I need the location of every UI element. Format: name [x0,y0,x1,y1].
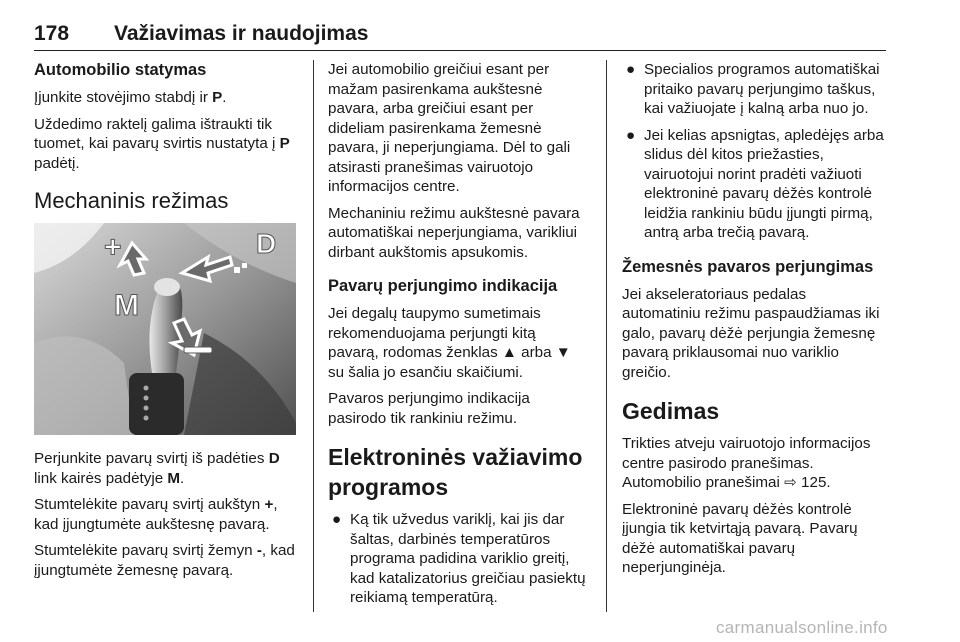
plus-label: + [104,231,122,264]
d-label: D [256,228,277,259]
heading-kickdown: Žemesnės pavaros perjungimas [622,257,874,276]
paragraph: Perjunkite pavarų svirtį iš padėties D link kairės padėtyje M. [34,450,280,487]
program-list [622,60,888,243]
m-label: M [114,289,139,322]
paragraph: Mechaniniu režimu aukštesnė pavara automatiškai neperjungiama, varikliui dirbant aukštomis apsukomis. [328,204,580,261]
gear-lever-illustration [34,223,296,435]
list-item: ● Specialios programos automatiškai pritaiko pavarų perjungimo taškus, kai važiuojate į kalną arba nuo jo. [626,61,880,117]
program-list [328,510,590,608]
heading-electronic-programs: Elektroninės važiavimo programos [328,444,583,500]
paragraph: Elektroninė pavarų dėžės kontrolė įjungia tik ketvirtąją pavarą. Pavarų dėžė automatiškai pavarų neperjunginėja. [622,500,858,576]
watermark: carmanualsonline.info [716,618,888,637]
bullet-icon: ● [626,126,636,144]
list-item: ● Ką tik užvedus variklį, kai jis dar šaltas, darbinės temperatūros programa padidina variklio greitį, kad katalizatorius greičiau pasiektų reikiamą temperatūrą. [332,511,586,606]
page-number: 178 [34,22,70,45]
column-1 [34,60,300,587]
heading-faults: Gedimas [622,398,720,424]
bullet-icon: ● [332,511,342,528]
column-divider [606,60,607,612]
page-header [34,20,886,51]
bullet-icon: ● [626,61,636,78]
paragraph: Jei degalų taupymo sumetimais rekomenduojama perjungti kitą pavarą, rodomas ženklas ▲ arba ▼ su šalia jo esančiu skaičiumi. [328,305,571,381]
paragraph: Stumtelėkite pavarų svirtį žemyn -, kad įjungtumėte žemesnę pavarą. [34,542,295,579]
heading-manual-mode: Mechaninis režimas [34,188,229,213]
column-3 [622,60,888,585]
heading-shift-indication: Pavarų perjungimo indikacija [328,277,558,295]
paragraph: Stumtelėkite pavarų svirtį aukštyn +, kad įjungtumėte aukštesnę pavarą. [34,496,278,533]
column-2 [328,60,590,615]
list-item: ● Jei kelias apsnigtas, apledėjęs arba slidus dėl kitos priežasties, vairuotojui norint pradėti važiuoti elektroninė pavarų dėžės kontrolė leidžia rankiniu būdu įjungti pirmą, antrą arba trečią pavarą. [626,126,884,241]
paragraph: Jei akseleratoriaus pedalas automatiniu režimu paspaudžiamas iki galo, pavarų dėžė perjungia žemesnę pavarą priklausomai nuo variklio greičio. [622,285,880,381]
paragraph: Įjunkite stovėjimo stabdį ir P. [34,89,227,106]
gear-lever-figure [34,223,296,435]
paragraph: Pavaros perjungimo indikacija pasirodo tik rankiniu režimu. [328,390,530,427]
paragraph: Trikties atveju vairuotojo informacijos centre pasirodo pranešimas. Automobilio pranešimai ⇨ 125. [622,435,871,491]
minus-mark [184,347,212,353]
paragraph: Uždedimo raktelį galima ištraukti tik tuomet, kai pavarų svirtis nustatyta į P padėtį. [34,115,290,172]
page-reference-icon[interactable]: ⇨ [784,474,797,491]
paragraph: Jei automobilio greičiui esant per mažam pasirenkama aukštesnė pavara, arba greičiui esant per dideliam pasirenkama žemesnė pavara, ji neperjungiama. Dėl to gali atsirasti pranešimas vairuotojo informacijos centre. [328,61,571,195]
running-head: Važiavimas ir naudojimas [114,22,369,45]
heading-parking: Automobilio statymas [34,61,207,79]
column-divider [313,60,314,612]
